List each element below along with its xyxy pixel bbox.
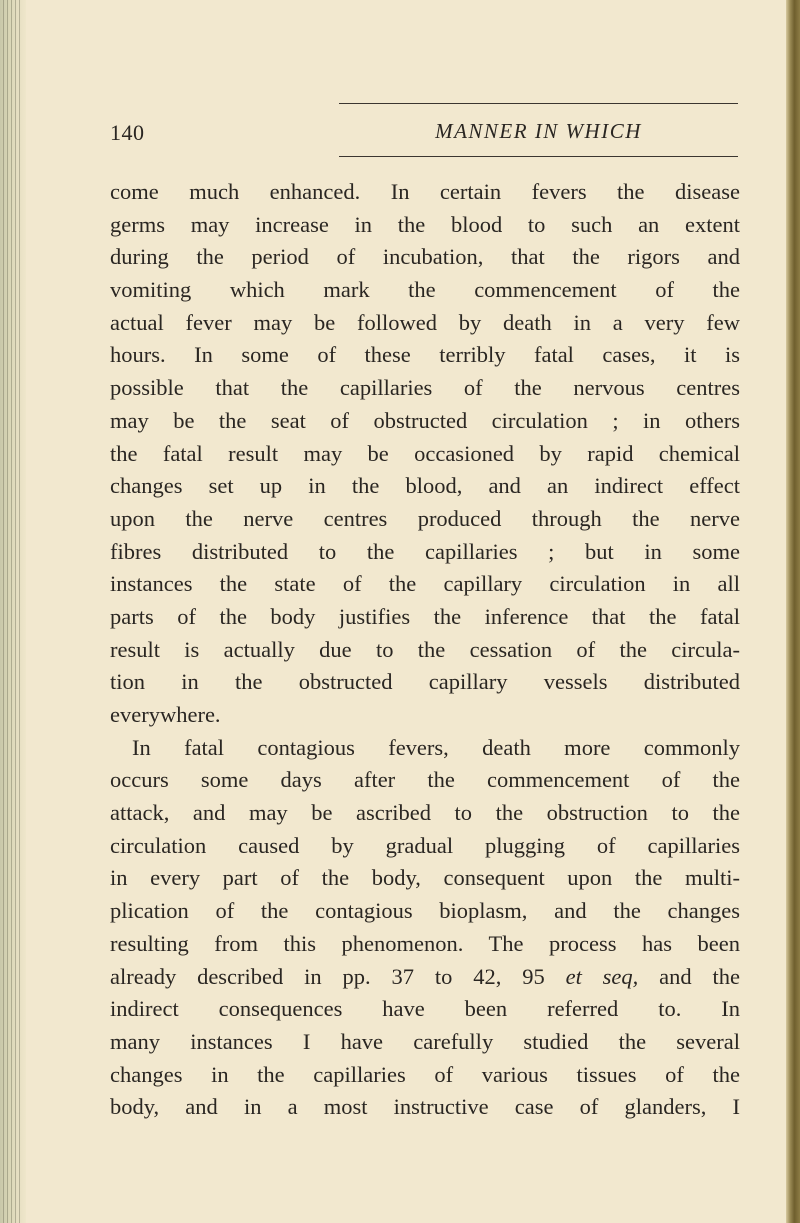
body-text — [110, 176, 740, 1124]
text-line: the fatal result may be occasioned by rapid chemical — [110, 440, 740, 466]
text-line: resulting from this phenomenon. The process has been — [110, 930, 740, 956]
book-gutter — [0, 0, 26, 1223]
running-head: MANNER IN WHICH — [435, 119, 642, 143]
text-line: result is actually due to the cessation of the circula- — [110, 636, 740, 662]
text-line: actual fever may be followed by death in a very few — [110, 309, 740, 335]
header-rule-top — [339, 103, 738, 104]
text-line: occurs some days after the commencement of the — [110, 767, 740, 793]
text-line — [110, 961, 740, 994]
text-line: upon the nerve centres produced through the nerve — [110, 505, 740, 531]
book-page — [26, 0, 786, 1223]
italic-latin: et seq, — [565, 963, 639, 989]
text-line: parts of the body justifies the inference that the fatal — [110, 603, 740, 629]
text-line: body, and in a most instructive case of glanders, I — [110, 1094, 740, 1120]
text-line: may be the seat of obstructed circulation ; in others — [110, 407, 740, 433]
page-edge — [786, 0, 800, 1223]
text-line: germs may increase in the blood to such an extent — [110, 211, 740, 237]
text-line: hours. In some of these terribly fatal cases, it is — [110, 342, 740, 368]
text-line: come much enhanced. In certain fevers the disease — [110, 179, 740, 204]
text-line: In fatal contagious fevers, death more commonly — [132, 734, 740, 760]
text-line: instances the state of the capillary circulation in all — [110, 571, 740, 597]
text-line: many instances I have carefully studied the several — [110, 1028, 740, 1054]
text-line: changes set up in the blood, and an indirect effect — [110, 473, 740, 499]
text-line: attack, and may be ascribed to the obstruction to the — [110, 800, 740, 826]
text-line: indirect consequences have been referred to. In — [110, 996, 740, 1022]
text-line: changes in the capillaries of various tissues of the — [110, 1061, 740, 1087]
header-rule-bottom — [339, 156, 738, 157]
text-line: in every part of the body, consequent upon the multi- — [110, 865, 740, 891]
text-line: tion in the obstructed capillary vessels distributed — [110, 669, 740, 695]
text-line: possible that the capillaries of the nervous centres — [110, 375, 740, 401]
text-line: circulation caused by gradual plugging of capillaries — [110, 832, 740, 858]
text-line: vomiting which mark the commencement of the — [110, 277, 740, 303]
text-line: fibres distributed to the capillaries ; but in some — [110, 538, 740, 564]
text-segment: already described in pp. 37 to 42, 95 — [110, 963, 545, 989]
page-number: 140 — [110, 120, 145, 145]
text-line: plication of the contagious bioplasm, and the changes — [110, 898, 740, 924]
text-segment: and the — [659, 963, 741, 989]
text-line: everywhere. — [110, 702, 221, 727]
text-line: during the period of incubation, that the rigors and — [110, 244, 740, 270]
